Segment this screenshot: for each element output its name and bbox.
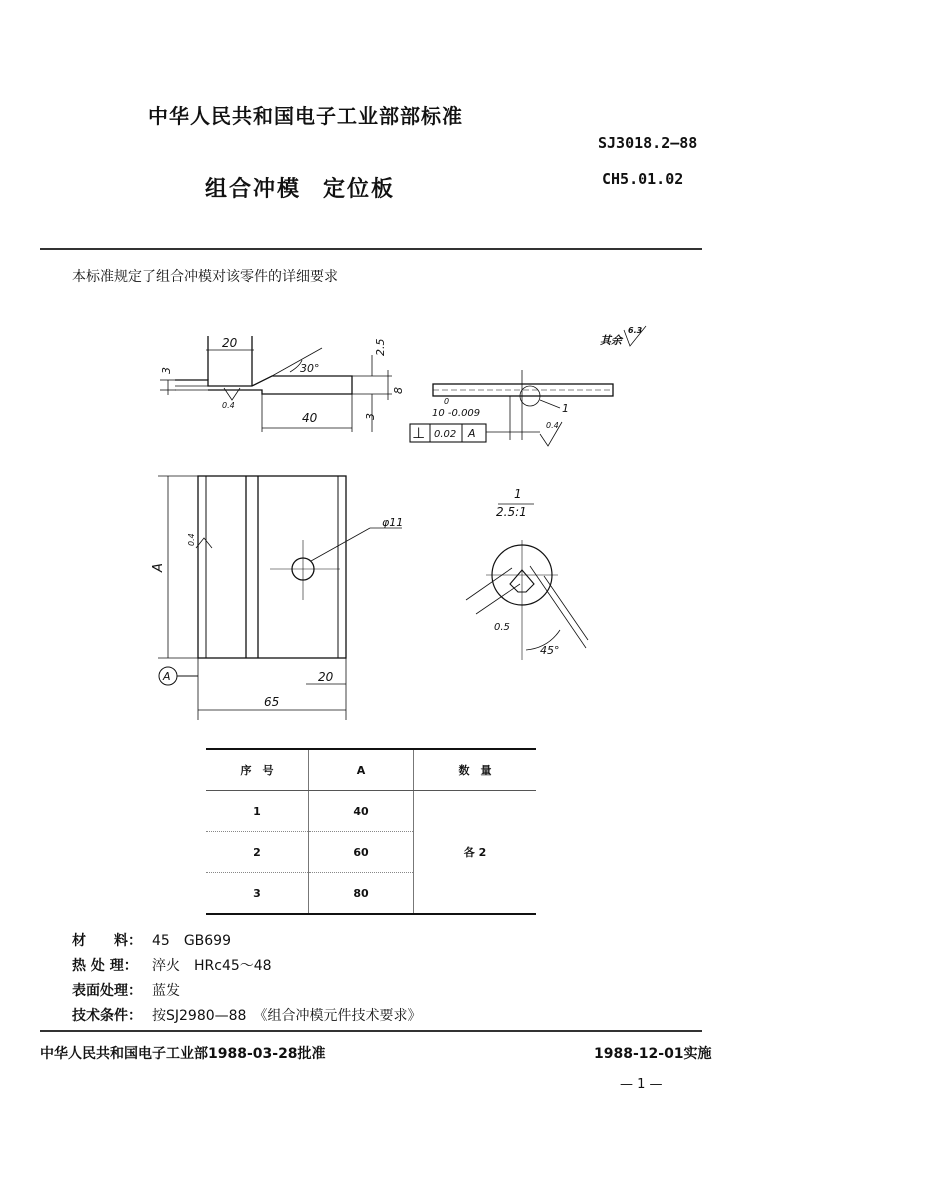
detail-view (466, 504, 588, 660)
spec-value: 蓝发 (152, 983, 180, 999)
cell-quantity: 各 2 (463, 846, 487, 859)
spec-label: 热 处 理： (72, 958, 138, 974)
tolerance-dim (432, 408, 480, 419)
cell-a: 60 (309, 832, 414, 873)
spec-label: 材 料： (72, 933, 142, 949)
col-header-no: 序 号 (206, 749, 309, 791)
cell-a: 80 (309, 873, 414, 915)
spec-label: 技术条件： (72, 1008, 142, 1024)
dim-65: 65 (264, 695, 280, 709)
detail-scale: 2.5:1 (496, 505, 527, 519)
col-header-a: A (309, 749, 414, 791)
spec-label: 表面处理： (72, 983, 142, 999)
tol-lower: -0.009 (447, 408, 481, 419)
detail-0-5: 0.5 (494, 622, 510, 633)
approval-line: 中华人民共和国电子工业部1988-03-28批准 (40, 1046, 326, 1062)
dim-3-left: 3 (160, 367, 173, 374)
spec-heat-treatment (72, 955, 272, 975)
cell-a: 40 (309, 791, 414, 832)
intro-text: 本标准规定了组合冲模对该零件的详细要求 (72, 269, 338, 285)
dim-3-right: 3 (364, 413, 377, 420)
page-number: — 1 — (620, 1077, 663, 1092)
effective-date: 1988-12-01实施 (594, 1046, 712, 1062)
cell-no: 3 (206, 873, 309, 915)
spec-value: 淬火 HRc45～48 (152, 958, 272, 974)
plan-view (158, 476, 402, 720)
roughness-rest-value: 6.3 (628, 326, 643, 335)
roughness-rest-label: 其余 (600, 334, 622, 347)
datum-ref: A (468, 427, 476, 440)
roughness-side: 0.4 (546, 421, 559, 430)
table-row (206, 791, 536, 832)
quantity-table (206, 748, 536, 915)
dim-2-5: 2.5 (374, 338, 387, 356)
roughness-left: 0.4 (222, 401, 235, 410)
tol-upper: 0 (444, 397, 450, 406)
cell-no: 1 (206, 791, 309, 832)
footer-rule (40, 1030, 702, 1032)
dim-a: A (151, 563, 166, 572)
ministry-standard-heading: 中华人民共和国电子工业部部标准 (148, 104, 463, 128)
tol-nominal: 10 (432, 408, 445, 419)
detail-callout: 1 (562, 402, 569, 415)
dim-20-bottom: 20 (318, 670, 334, 684)
dim-30deg: 30° (300, 362, 320, 375)
table-header-row (206, 749, 536, 791)
spec-surface-treatment (72, 980, 180, 1000)
dim-20-top: 20 (222, 336, 238, 350)
spec-value: 45 GB699 (152, 933, 231, 949)
detail-title: 1 (514, 487, 522, 501)
hole-diameter: φ11 (382, 516, 404, 529)
perp-value: 0.02 (434, 429, 457, 440)
datum-label: A (163, 670, 171, 683)
title-part-2: 定位板 (323, 177, 396, 202)
detail-45deg: 45° (540, 644, 560, 657)
spec-value: 按SJ2980—88 《组合冲模元件技术要求》 (152, 1008, 422, 1024)
classification-number: CH5.01.02 (602, 170, 684, 188)
dim-8: 8 (392, 387, 405, 394)
spec-material (72, 930, 231, 950)
plan-roughness: 0.4 (187, 533, 196, 546)
col-header-qty: 数 量 (414, 749, 537, 791)
title-part-1: 组合冲模 (205, 177, 302, 202)
standard-number: SJ3018.2—88 (598, 134, 698, 152)
dim-40: 40 (302, 411, 318, 425)
cell-no: 2 (206, 832, 309, 873)
perpendicularity-icon: ⊥ (412, 424, 426, 442)
spec-technical-conditions (72, 1005, 421, 1025)
